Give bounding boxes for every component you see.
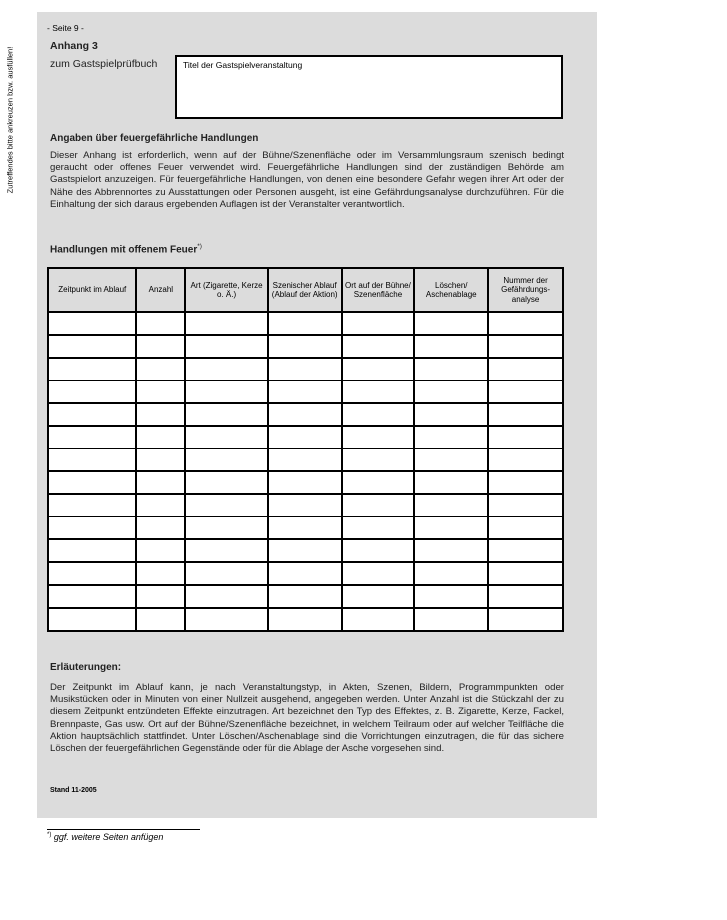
table-cell-input[interactable] [185,426,268,449]
table-cell-input[interactable] [342,426,415,449]
table-cell-input[interactable] [48,585,136,608]
footnote-divider [47,829,200,830]
table-cell-input[interactable] [414,494,488,517]
table-cell-input[interactable] [136,517,185,540]
table-cell-input[interactable] [268,426,342,449]
table-cell-input[interactable] [136,585,185,608]
event-title-field[interactable] [175,55,563,119]
table-cell-input[interactable] [48,608,136,631]
table-cell-input[interactable] [185,358,268,381]
table-cell-input[interactable] [268,539,342,562]
page-number: - Seite 9 - [47,23,84,33]
table-row [48,539,563,562]
table-cell-input[interactable] [268,471,342,494]
column-header: Ort auf der Bühne/ Szenenfläche [342,268,415,312]
table-cell-input[interactable] [414,381,488,404]
table-cell-input[interactable] [48,449,136,472]
table-cell-input[interactable] [342,358,415,381]
table-cell-input[interactable] [136,608,185,631]
table-cell-input[interactable] [342,494,415,517]
table-cell-input[interactable] [488,358,563,381]
table-cell-input[interactable] [185,494,268,517]
table-heading-footnote-mark: *) [197,243,202,250]
table-cell-input[interactable] [414,562,488,585]
table-cell-input[interactable] [136,358,185,381]
column-header: Löschen/ Aschenablage [414,268,488,312]
table-cell-input[interactable] [136,471,185,494]
table-cell-input[interactable] [488,494,563,517]
table-cell-input[interactable] [342,585,415,608]
table-cell-input[interactable] [488,585,563,608]
table-cell-input[interactable] [268,585,342,608]
table-cell-input[interactable] [268,381,342,404]
explanations-paragraph: Der Zeitpunkt im Ablauf kann, je nach Veranstaltungstyp, in Akten, Szenen, Bildern, Programmpunkten oder Musikstücken oder in Minuten von einer Nullzeit ausgehend, angegeben werden. Unter Anzahl ist die Stückzahl der zu diesem Zeitpunkt entzündeten Effekte einzutragen. Art bezeichnet den Typ des Effektes, z. B. Zigarette, Kerze, Fackel, Brennpaste, Gas usw. Ort auf der Bühne/Szenenfläche bezeichnet, in welchem Teilraum oder auf welcher Teilfläche die Aktion hauptsächlich stattfindet. Unter Löschen/Aschenablage sind die Vorrichtungen einzutragen, die für das sichere Löschen der feuergefährlichen Gegenstände oder für die Ablage der Asche vorgesehen sind. [50,682,564,755]
table-row [48,562,563,585]
table-cell-input[interactable] [414,449,488,472]
form-panel [37,12,597,818]
footnote-text: ggf. weitere Seiten anfügen [53,832,164,842]
table-cell-input[interactable] [48,335,136,358]
table-cell-input[interactable] [488,562,563,585]
table-cell-input[interactable] [414,335,488,358]
table-cell-input[interactable] [414,403,488,426]
table-cell-input[interactable] [136,449,185,472]
table-cell-input[interactable] [268,562,342,585]
table-cell-input[interactable] [48,562,136,585]
table-cell-input[interactable] [48,539,136,562]
table-cell-input[interactable] [48,426,136,449]
table-cell-input[interactable] [488,608,563,631]
table-cell-input[interactable] [414,312,488,335]
table-cell-input[interactable] [488,517,563,540]
table-cell-input[interactable] [48,381,136,404]
table-heading [50,243,202,255]
table-cell-input[interactable] [136,562,185,585]
table-header-row [48,268,563,312]
table-cell-input[interactable] [414,517,488,540]
table-row [48,449,563,472]
table-cell-input[interactable] [136,539,185,562]
table-cell-input[interactable] [342,539,415,562]
table-cell-input[interactable] [342,562,415,585]
table-cell-input[interactable] [342,608,415,631]
table-cell-input[interactable] [268,494,342,517]
table-row [48,608,563,631]
table-cell-input[interactable] [488,471,563,494]
table-cell-input[interactable] [136,494,185,517]
table-cell-input[interactable] [185,335,268,358]
section-heading: Angaben über feuergefährliche Handlungen [50,133,259,144]
table-cell-input[interactable] [268,335,342,358]
table-row [48,426,563,449]
table-row [48,312,563,335]
table-body [48,312,563,631]
table-cell-input[interactable] [185,312,268,335]
table-cell-input[interactable] [136,426,185,449]
table-row [48,381,563,404]
table-cell-input[interactable] [48,403,136,426]
column-header: Anzahl [136,268,185,312]
table-cell-input[interactable] [414,358,488,381]
explanations-heading: Erläuterungen: [50,662,122,673]
table-row [48,335,563,358]
table-cell-input[interactable] [136,335,185,358]
table-cell-input[interactable] [488,449,563,472]
table-cell-input[interactable] [185,381,268,404]
annex-subtitle: zum Gastspielprüfbuch [50,58,158,70]
table-cell-input[interactable] [48,517,136,540]
annex-title: Anhang 3 [50,40,98,52]
side-note-text: Zutreffendes bitte ankreuzen bzw. ausfüllen! [5,46,15,194]
table-row [48,494,563,517]
table-cell-input[interactable] [48,494,136,517]
table-cell-input[interactable] [488,381,563,404]
table-cell-input[interactable] [185,608,268,631]
table-cell-input[interactable] [342,471,415,494]
table-cell-input[interactable] [185,403,268,426]
version-label: Stand 11-2005 [50,787,97,794]
table-cell-input[interactable] [414,585,488,608]
column-header: Nummer der Gefährdungs-analyse [488,268,563,312]
table-cell-input[interactable] [136,312,185,335]
table-cell-input[interactable] [488,539,563,562]
table-cell-input[interactable] [185,517,268,540]
table-row [48,358,563,381]
table-cell-input[interactable] [268,403,342,426]
table-cell-input[interactable] [488,426,563,449]
side-note [4,30,16,210]
table-cell-input[interactable] [268,517,342,540]
table-cell-input[interactable] [48,471,136,494]
table-cell-input[interactable] [414,426,488,449]
table-cell-input[interactable] [185,585,268,608]
table-cell-input[interactable] [185,539,268,562]
table-heading-text: Handlungen mit offenem Feuer [50,244,198,256]
table-cell-input[interactable] [268,608,342,631]
table-cell-input[interactable] [136,403,185,426]
table-cell-input[interactable] [488,335,563,358]
table-cell-input[interactable] [268,312,342,335]
table-cell-input[interactable] [342,403,415,426]
table-cell-input[interactable] [414,539,488,562]
column-header: Art (Zigarette, Kerze o. Ä.) [185,268,268,312]
table-cell-input[interactable] [185,449,268,472]
fire-actions-table [47,267,564,632]
table-row [48,471,563,494]
table-cell-input[interactable] [268,358,342,381]
column-header: Szenischer Ablauf (Ablauf der Aktion) [268,268,342,312]
table-cell-input[interactable] [414,608,488,631]
table-cell-input[interactable] [488,403,563,426]
table-row [48,585,563,608]
table-cell-input[interactable] [342,312,415,335]
table-cell-input[interactable] [268,449,342,472]
table-cell-input[interactable] [185,562,268,585]
table-cell-input[interactable] [342,381,415,404]
footnote-mark: *) [47,832,52,838]
table-cell-input[interactable] [48,312,136,335]
event-title-label: Titel der Gastspielveranstaltung [183,60,303,70]
table-cell-input[interactable] [342,517,415,540]
table-cell-input[interactable] [414,471,488,494]
table-cell-input[interactable] [136,381,185,404]
table-cell-input[interactable] [48,358,136,381]
table-row [48,403,563,426]
footnote [47,832,163,842]
table-cell-input[interactable] [342,335,415,358]
intro-paragraph: Dieser Anhang ist erforderlich, wenn auf der Bühne/Szenenfläche oder im Versammlungsraum szenisch bedingt geraucht oder offenes Feuer verwendet wird. Feuergefährliche Handlungen sind der zuständigen Behörde am Gastspielort anzuzeigen. Für feuergefährliche Handlungen, von denen eine besondere Gefahr wegen ihrer Art oder der Nähe des Abbrennortes zu Ausstattungen oder Personen ausgeht, ist eine Gefährdungsanalyse durchzuführen. Für die Einhaltung der sich daraus ergebenden Auflagen ist der Veranstalter verantwortlich. [50,150,564,210]
table-cell-input[interactable] [185,471,268,494]
column-header: Zeitpunkt im Ablauf [48,268,136,312]
table-cell-input[interactable] [488,312,563,335]
table-cell-input[interactable] [342,449,415,472]
table-row [48,517,563,540]
